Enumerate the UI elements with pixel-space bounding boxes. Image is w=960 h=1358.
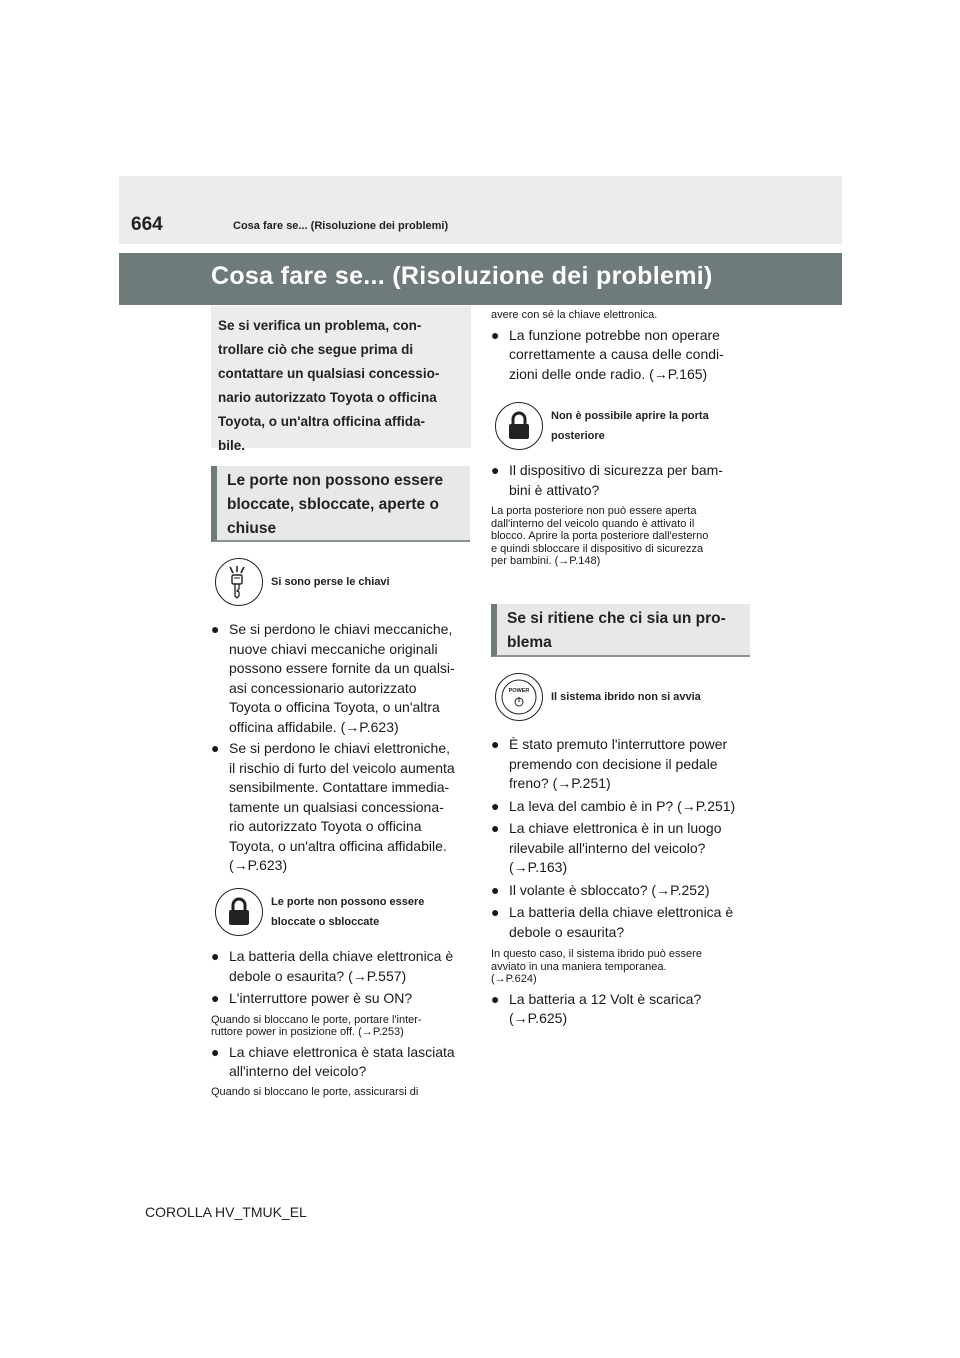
list-item: ● Il volante è sbloccato? (→P.252)	[491, 881, 710, 898]
subheading-lost-keys	[215, 558, 390, 606]
header-strip	[119, 176, 842, 244]
lost-key-icon	[215, 558, 263, 606]
note: Quando si bloccano le porte, portare l'inter- ruttore power in posizione off. (→P.253)	[211, 1013, 422, 1038]
power-button-icon	[495, 673, 543, 721]
note: La porta posteriore non può essere aperta dall'interno del veicolo quando è attivato il blocco. Aprire la porta posteriore dall'esterno e quindi sbloccare il dispositivo di sicurezza per bambini. (→P.148)	[491, 505, 709, 567]
subheading-hybrid	[495, 673, 701, 721]
page-number: 664	[131, 214, 163, 235]
hybrid-bullets	[491, 735, 756, 1029]
subheading-rear-door-label: Non è possibile aprire la porta posteriore	[551, 410, 709, 442]
list-item: ● La batteria a 12 Volt è scarica? (→P.625)	[491, 990, 702, 1026]
padlock-icon	[495, 402, 543, 450]
subheading-lost-keys-label: Si sono perse le chiavi	[271, 576, 390, 588]
list-item: ● La batteria della chiave elettronica è debole o esaurita? (→P.557)	[211, 948, 454, 984]
list-item: ● La chiave elettronica è stata lasciata all'interno del veicolo?	[211, 1043, 455, 1079]
note: In questo caso, il sistema ibrido può essere avviato in una maniera temporanea. (→P.624)	[491, 948, 702, 985]
list-item: ● La leva del cambio è in P? (→P.251)	[491, 797, 736, 814]
power-label: POWER	[508, 688, 530, 694]
page-title: Cosa fare se... (Risoluzione dei problemi)	[211, 262, 713, 290]
list-item: ● La funzione potrebbe non operare correttamente a causa delle condi- zioni delle onde radio. (→P.165)	[491, 326, 724, 382]
running-title: Cosa fare se... (Risoluzione dei problemi)	[233, 220, 449, 232]
intro-text: Se si verifica un problema, con- trollare ciò che segue prima di contattare un qualsiasi concessio- nario autorizzato Toyota o officina Toyota, o un'altra officina affida- bile.	[218, 318, 440, 453]
lost-keys-bullets	[211, 620, 476, 876]
section-doors-heading: Le porte non possono essere bloccate, sbloccate, aperte o chiuse	[211, 466, 470, 542]
list-item: ● L'interruttore power è su ON?	[211, 990, 413, 1006]
intro-box	[211, 306, 471, 453]
subheading-hybrid-label: Il sistema ibrido non si avvia	[551, 691, 701, 703]
subheading-lock-label: Le porte non possono essere bloccate o sbloccate	[271, 896, 425, 928]
list-item: ● Se si perdono le chiavi elettroniche, il rischio di furto del veicolo aumenta sensibilmente. Contattare immedia- tamente un qualsiasi concessiona- rio autorizzato Toyota o officina Toyota, o un'altra officina affidabile. (→P.623)	[211, 740, 455, 873]
footer-model-code: COROLLA HV_TMUK_EL	[145, 1204, 307, 1220]
subheading-lock	[215, 888, 424, 936]
list-item: ● La chiave elettronica è in un luogo rilevabile all'interno del veicolo? (→P.163)	[491, 820, 722, 875]
list-item: ● È stato premuto l'interruttore power premendo con decisione il pedale freno? (→P.251)	[491, 736, 728, 791]
lock-bullets	[211, 947, 476, 1098]
note: Quando si bloccano le porte, assicurarsi di	[211, 1085, 419, 1098]
note: avere con sé la chiave elettronica.	[491, 309, 658, 321]
list-item: ● Se si perdono le chiavi meccaniche, nuove chiavi meccaniche originali possono essere fornite da un qualsi- asi concessionario autorizzato Toyota o officina Toyota, o un'altra officina affidabile. (→P.623)	[211, 621, 455, 735]
list-item: ● La batteria della chiave elettronica è debole o esaurita?	[491, 904, 734, 940]
subheading-rear-door	[495, 402, 709, 450]
padlock-icon	[215, 888, 263, 936]
rear-door-bullets	[491, 461, 756, 568]
section-problem-heading: Se si ritiene che ci sia un pro- blema	[491, 604, 750, 657]
list-item: ● Il dispositivo di sicurezza per bam- bini è attivato?	[491, 462, 723, 498]
right-column-top	[491, 309, 756, 384]
